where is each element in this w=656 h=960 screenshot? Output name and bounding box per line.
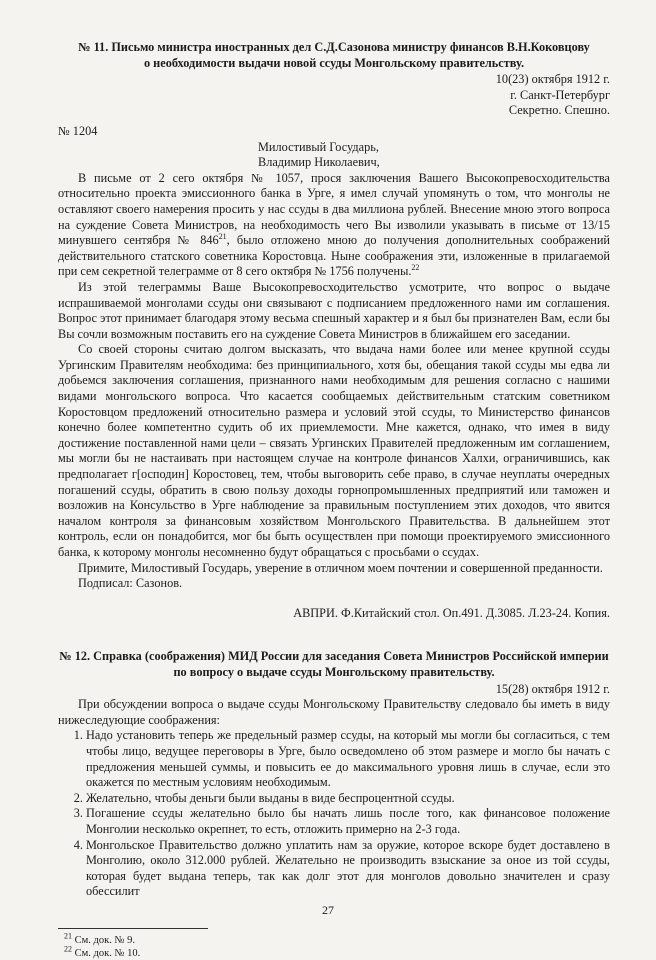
list-item: 1. Надо установить теперь же предельный размер ссуды, на который мы могли бы согласиться, с тем чтобы лицо, ведущее переговоры в Урге, было осведомлено об этом размере и могло бы начать с предложения меньшей суммы, и повысить ее до максимального уровня лишь в случае, если это окажется по местным условиям необходимым. (86, 728, 610, 790)
doc11-paragraph-1 (58, 171, 610, 280)
doc12-list (58, 728, 610, 900)
paragraph-text: , было отложено мною до получения дополнительных соображений действительного статского советника Коростовца. Ныне соображения эти, изложенные в прилагаемой при сем секретной телеграмме от 8 сего октября № 1756 получены. (58, 233, 610, 279)
doc11-classification: Секретно. Спешно. (508, 103, 610, 118)
doc12-title-line1: № 12. Справка (соображения) МИД России для заседания Совета Министров Российской империи (59, 649, 609, 664)
doc11-salutation-1: Милостивый Государь, (258, 139, 379, 154)
doc11-title-line2: о необходимости выдачи новой ссуды Монгольскому правительству. (143, 55, 525, 70)
doc11-salutation-2: Владимир Николаевич, (258, 155, 380, 170)
footnote-21 (64, 931, 610, 947)
footnote-mark: 21 (64, 931, 72, 941)
doc11-paragraph-3: Со своей стороны считаю долгом высказать, что выдача нами более или менее крупной ссуды Ургинским Правителям необходима: без принципиального, хотя бы, обещания такой ссуды мы едва ли добьемся заключения соглашения, признанного нами необходимым для решения согласно с нашими видами монгольского вопроса. Что касается сообщаемых действительным статским советником Коростовцом предложений относительно размера и условий этой ссуды, то Министерство финансов конечно более компетентно судить об их приемлемости. Мне кажется, однако, что имея в виду достижение поставленной нами цели – связать Ургинских Правителей предложенным им соглашением, мы могли бы не настаивать при настоящем случае на контроле финансов Халхи, ограничившись, как предполагает г[осподин] Коростовец, тем, чтобы выговорить себе право, в случае неуплаты очередных погашений ссуды, обратить в свою пользу доходы горнопромышленных предприятий или таможен и возложив на Консульство в Урге наблюдение за правильным поступлением этих доходов, что явится началом контроля за финансовым хозяйством Монгольского Правительства. В дальнейшем этот контроль, если он понадобится, мог бы быть осуществлен при помощи проектируемого эмиссионного банка, к которому монголы несомненно будут обращаться с просьбами о ссудах. (58, 342, 610, 559)
list-item: 4. Монгольское Правительство должно уплатить нам за оружие, которое вскоре будет доставлено в Монголию, около 312.000 рублей. Желательно не производить взыскание за оное из той ссуды, которая будет выдана теперь, так как долг этот для монголов довольно значителен и сразу обессилит (86, 838, 610, 900)
doc12-title (58, 649, 610, 680)
footnote-ref-22: 22 (411, 263, 420, 273)
doc11-date: 10(23) октября 1912 г. (495, 72, 610, 87)
page-number: 27 (322, 903, 334, 917)
footnote-ref-21: 21 (218, 232, 227, 242)
footnote-divider (58, 928, 208, 929)
doc12-title-line2: по вопросу о выдаче ссуды Монгольскому правительству. (173, 664, 495, 679)
list-item: 2. Желательно, чтобы деньги были выданы в виде беспроцентной ссуды. (86, 791, 610, 807)
doc11-closing: Примите, Милостивый Государь, уверение в отличном моем почтении и совершенной преданности. (78, 560, 603, 575)
footnote-text: См. док. № 10. (74, 947, 141, 959)
doc12-date: 15(28) октября 1912 г. (495, 681, 610, 696)
footnote-22 (64, 944, 610, 960)
doc11-title-line1: № 11. Письмо министра иностранных дел С.Д.Сазонова министру финансов В.Н.Коковцову (78, 40, 590, 54)
list-item: 3. Погашение ссуды желательно было бы начать лишь после того, как финансовое положение Монголии несколько окрепнет, то есть, отложить примерно на 2-3 года. (86, 806, 610, 837)
doc11-place: г. Санкт-Петербург (510, 87, 610, 102)
doc11-title (58, 40, 610, 71)
doc11-number: № 1204 (58, 123, 98, 138)
doc12-section (58, 649, 610, 900)
footnote-text: См. док. № 9. (74, 934, 135, 946)
footnote-mark: 22 (64, 944, 72, 954)
paragraph-text: В письме от 2 сего октября № 1057, прося заключения Вашего Высокопревосходительства относительно проекта эмиссионного банка в Урге, я имел случай упомянуть о том, что монголы не оставляют своего намерения просить у нас ссуды в два миллиона рублей. Внесение мною этого вопроса на суждение Совета Министров, на необходимость чего Вы изволили указывать в письме от 13/15 минувшего сентября № 846 (58, 170, 610, 248)
doc11-section (58, 40, 610, 621)
doc11-signature: Подписал: Сазонов. (78, 576, 183, 591)
doc12-intro: При обсуждении вопроса о выдаче ссуды Монгольскому Правительству следовало бы иметь в виду нижеследующие соображения: (58, 697, 610, 727)
doc11-archive-reference: АВПРИ. Ф.Китайский стол. Оп.491. Д.3085. Л.23-24. Копия. (293, 605, 610, 620)
doc11-paragraph-2: Из этой телеграммы Ваше Высокопревосходительство усмотрите, что вопрос о выдаче испрашиваемой монголами ссуды они связывают с подписанием предложенного нами им соглашения. Вопрос этот принимает благодаря этому весьма спешный характер и я был бы признателен Вам, если бы Вы сочли возможным поставить его на суждение Совета Министров в ближайшем его заседании. (58, 279, 610, 341)
